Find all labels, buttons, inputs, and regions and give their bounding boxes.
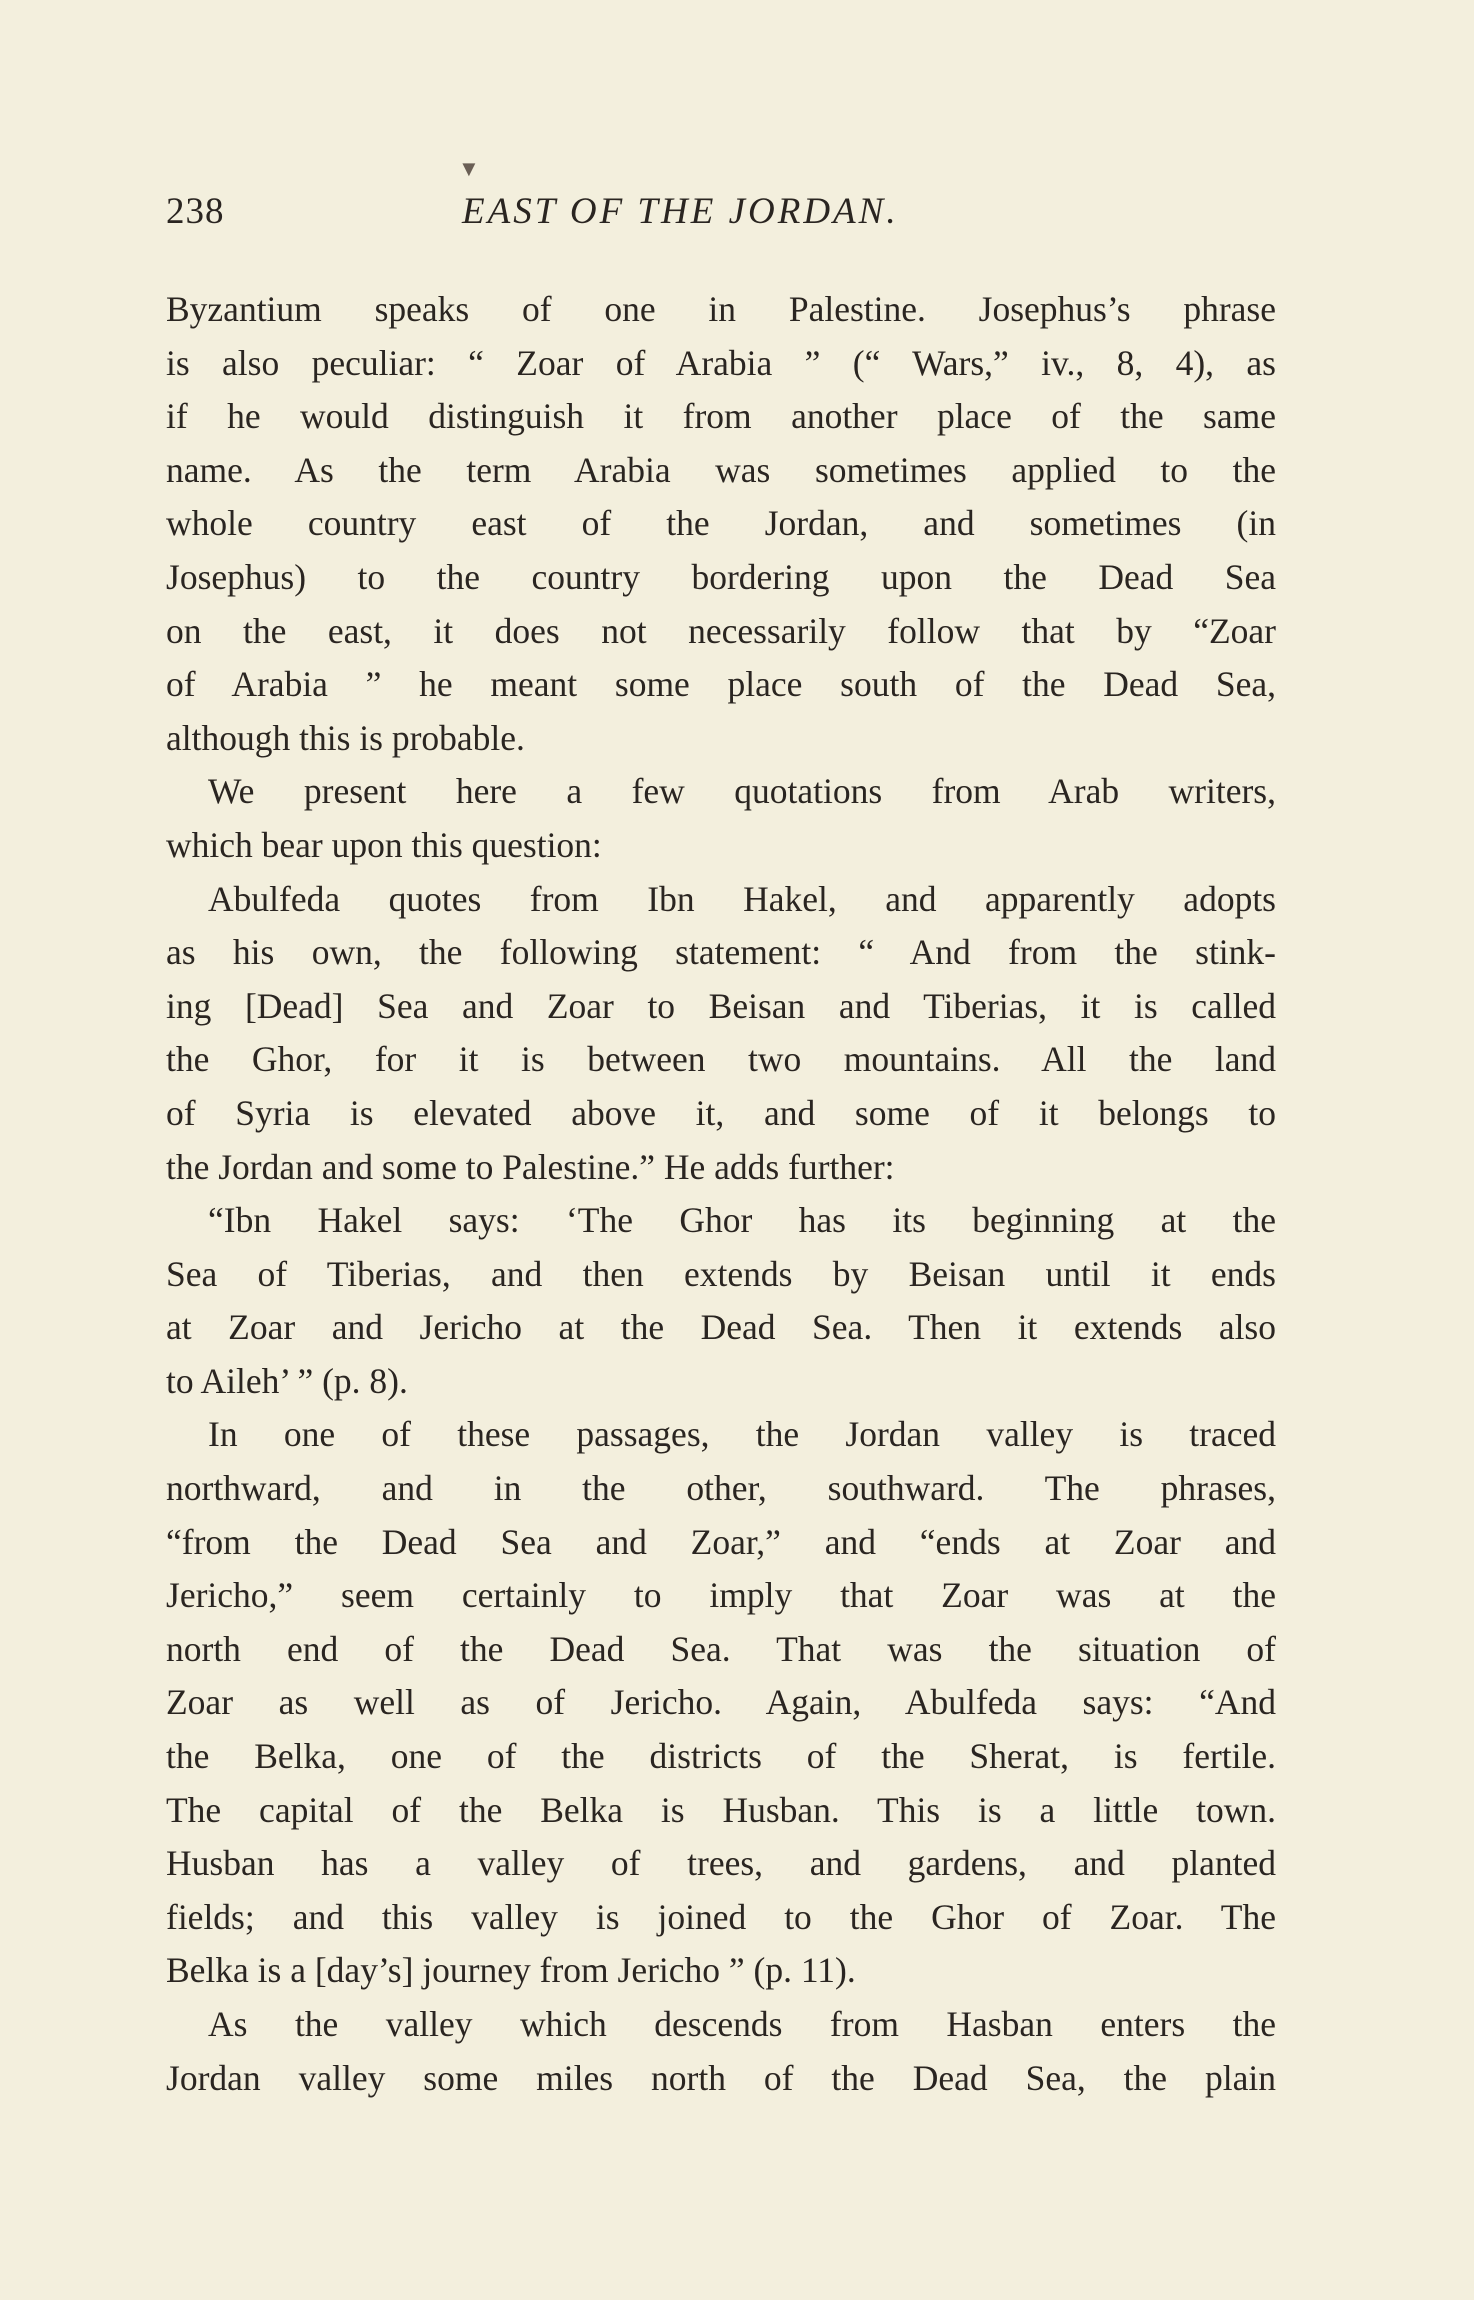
text-line: fields; and this valley is joined to the Ghor of Zoar. The (166, 1896, 1276, 1937)
text-line: north end of the Dead Sea. That was the situation of (166, 1628, 1276, 1669)
text-line: Josephus) to the country bordering upon the Dead Sea (166, 556, 1276, 597)
body-text (166, 283, 1276, 2105)
text-line: on the east, it does not necessarily follow that by “Zoar (166, 610, 1276, 651)
page-header (166, 190, 1276, 250)
text-line: is also peculiar: “ Zoar of Arabia ” (“ Wars,” iv., 8, 4), as (166, 342, 1276, 383)
text-line: the Belka, one of the districts of the Sherat, is fertile. (166, 1736, 1276, 1777)
text-line: the Ghor, for it is between two mountains. All the land (166, 1039, 1276, 1080)
text-line: of Arabia ” he meant some place south of the Dead Sea, (166, 664, 1276, 705)
printer-mark: ▼ (458, 156, 480, 181)
text-line: Sea of Tiberias, and then extends by Beisan until it ends (166, 1253, 1276, 1294)
text-line: although this is probable. (166, 717, 525, 758)
text-line: “Ibn Hakel says: ‘The Ghor has its beginning at the (208, 1200, 1276, 1241)
text-line: The capital of the Belka is Husban. This is a little town. (166, 1789, 1276, 1830)
text-line: We present here a few quotations from Arab writers, (208, 771, 1276, 812)
text-line: ing [Dead] Sea and Zoar to Beisan and Tiberias, it is called (166, 985, 1276, 1026)
text-line: which bear upon this question: (166, 824, 602, 865)
running-title: EAST OF THE JORDAN. (462, 191, 899, 232)
text-line: whole country east of the Jordan, and sometimes (in (166, 503, 1276, 544)
text-line: In one of these passages, the Jordan valley is traced (208, 1414, 1276, 1455)
text-line: Jericho,” seem certainly to imply that Zoar was at the (166, 1575, 1276, 1616)
text-line: at Zoar and Jericho at the Dead Sea. Then it extends also (166, 1307, 1276, 1348)
text-line: Belka is a [day’s] journey from Jericho ” (p. 11). (166, 1950, 856, 1991)
text-line: “from the Dead Sea and Zoar,” and “ends at Zoar and (166, 1521, 1276, 1562)
text-line: Abulfeda quotes from Ibn Hakel, and apparently adopts (208, 878, 1276, 919)
text-line: as his own, the following statement: “ And from the stink- (166, 932, 1276, 973)
text-line: name. As the term Arabia was sometimes applied to the (166, 449, 1276, 490)
text-line: to Aileh’ ” (p. 8). (166, 1360, 408, 1401)
page-number: 238 (166, 191, 225, 232)
text-line: As the valley which descends from Hasban enters the (208, 2004, 1276, 2044)
text-line: Jordan valley some miles north of the Dead Sea, the plain (166, 2057, 1276, 2098)
text-line: if he would distinguish it from another place of the same (166, 396, 1276, 437)
text-line: northward, and in the other, southward. The phrases, (166, 1468, 1276, 1509)
text-line: Byzantium speaks of one in Palestine. Josephus’s phrase (166, 289, 1276, 329)
text-line: Husban has a valley of trees, and gardens, and planted (166, 1843, 1276, 1884)
text-line: Zoar as well as of Jericho. Again, Abulfeda says: “And (166, 1682, 1276, 1723)
text-line: the Jordan and some to Palestine.” He adds further: (166, 1146, 895, 1187)
text-line: of Syria is elevated above it, and some of it belongs to (166, 1092, 1276, 1133)
